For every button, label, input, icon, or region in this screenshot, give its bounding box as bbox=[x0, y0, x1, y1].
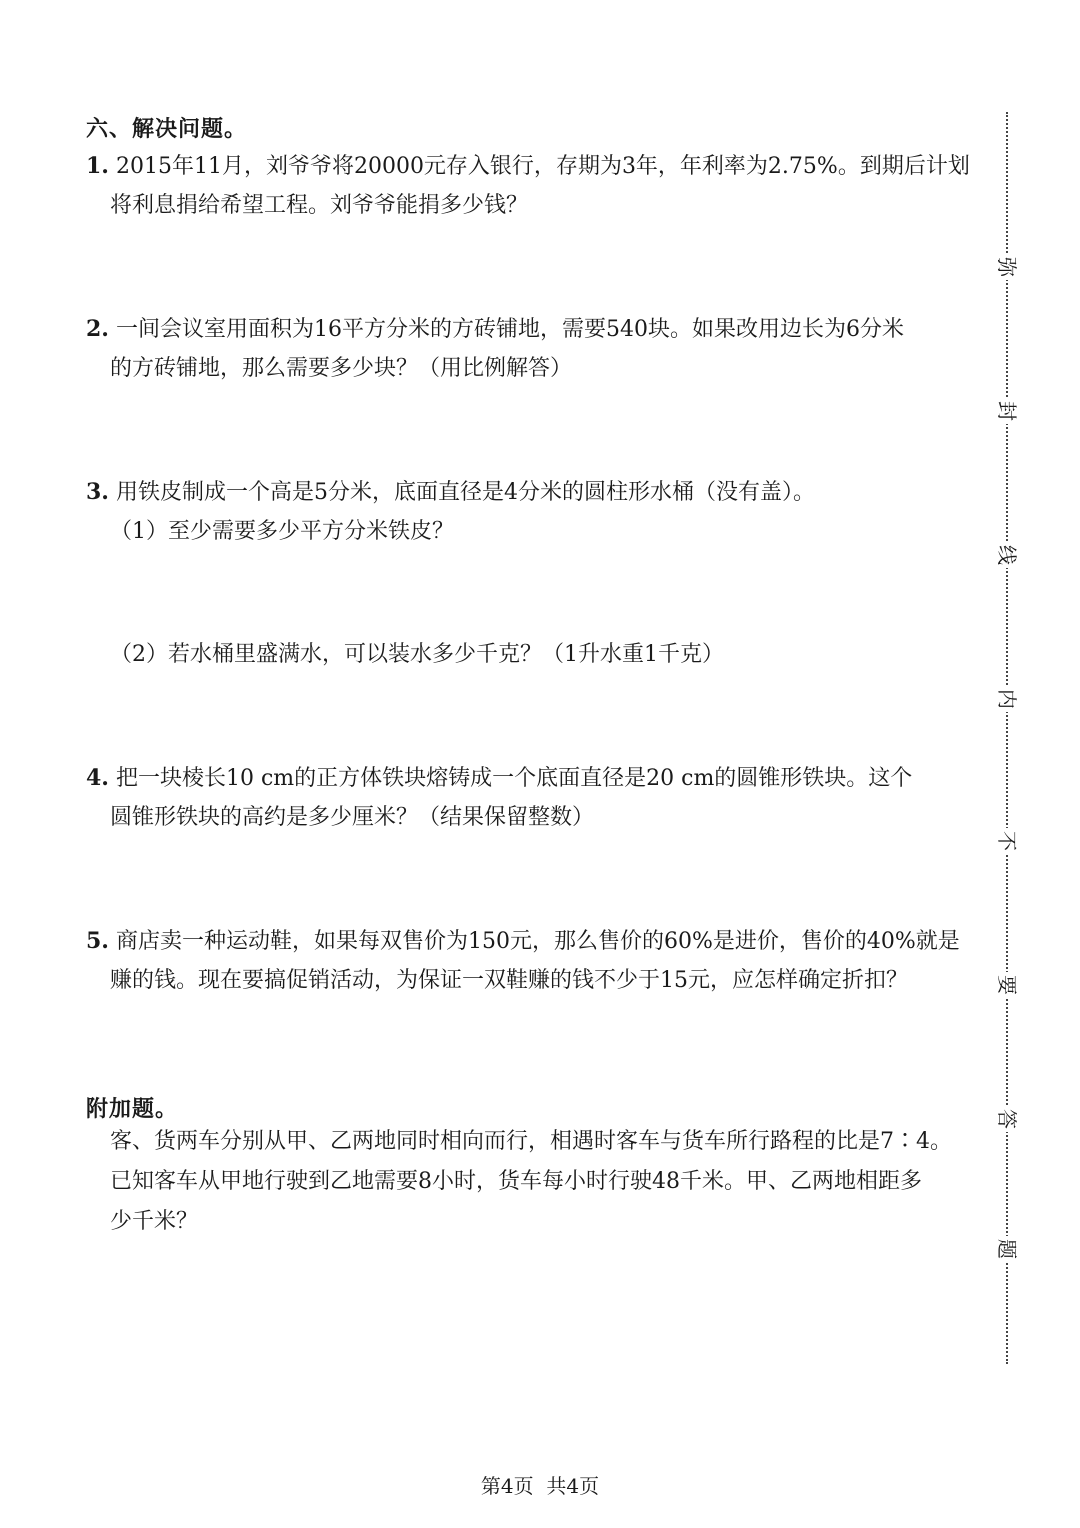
seal-char-6: 要 bbox=[996, 972, 1018, 998]
question-5-line-1 bbox=[86, 929, 960, 954]
seal-char-3: 线 bbox=[996, 542, 1018, 568]
question-3-sub-1: （1）至少需要多少平方分米铁皮？ bbox=[110, 519, 454, 544]
question-3-line-1 bbox=[86, 480, 815, 505]
question-3-number: 3. bbox=[86, 479, 109, 505]
page-footer: 第4页 共4页 bbox=[480, 1474, 600, 1498]
bonus-line-2: 已知客车从甲地行驶到乙地需要8小时，货车每小时行驶48千米。甲、乙两地相距多 bbox=[110, 1169, 922, 1194]
bonus-title: 附加题。 bbox=[86, 1097, 179, 1122]
question-4-line-2: 圆锥形铁块的高约是多少厘米？（结果保留整数） bbox=[110, 805, 595, 830]
question-5-line-2: 赚的钱。现在要搞促销活动，为保证一双鞋赚的钱不少于15元，应怎样确定折扣？ bbox=[110, 968, 908, 993]
question-1-number: 1. bbox=[86, 153, 109, 179]
bonus-line-3: 少千米？ bbox=[110, 1209, 199, 1234]
question-4-number: 4. bbox=[86, 765, 109, 791]
question-3-text-1: 用铁皮制成一个高是5分米，底面直径是4分米的圆柱形水桶（没有盖）。 bbox=[115, 480, 815, 505]
question-4-line-1 bbox=[86, 766, 912, 791]
question-2-number: 2. bbox=[86, 316, 109, 342]
seal-char-5: 不 bbox=[996, 828, 1018, 854]
seal-char-2: 封 bbox=[996, 398, 1018, 424]
seal-char-8: 题 bbox=[996, 1236, 1018, 1262]
section-title: 六、解决问题。 bbox=[86, 117, 248, 142]
seal-line bbox=[1006, 112, 1008, 1364]
question-2-text-1: 一间会议室用面积为16平方分米的方砖铺地，需要540块。如果改用边长为6分米 bbox=[115, 317, 904, 342]
question-1-text-1: 2015年11月，刘爷爷将20000元存入银行，存期为3年，年利率为2.75%。到期后计划 bbox=[115, 154, 970, 179]
question-1-line-1 bbox=[86, 154, 970, 179]
question-4-text-1: 把一块棱长10 cm的正方体铁块熔铸成一个底面直径是20 cm的圆锥形铁块。这个 bbox=[115, 766, 913, 791]
seal-char-1: 弥 bbox=[996, 254, 1018, 280]
bonus-line-1: 客、货两车分别从甲、乙两地同时相向而行，相遇时客车与货车所行路程的比是7∶4。 bbox=[110, 1129, 952, 1154]
question-5-number: 5. bbox=[86, 928, 109, 954]
question-3-sub-2: （2）若水桶里盛满水，可以装水多少千克？（1升水重1千克） bbox=[110, 642, 724, 667]
seal-char-4: 内 bbox=[996, 686, 1018, 712]
seal-char-7: 答 bbox=[996, 1106, 1018, 1132]
question-2-line-1 bbox=[86, 317, 904, 342]
question-5-text-1: 商店卖一种运动鞋，如果每双售价为150元，那么售价的60%是进价，售价的40%就是 bbox=[115, 929, 960, 954]
question-1-line-2: 将利息捐给希望工程。刘爷爷能捐多少钱？ bbox=[110, 193, 529, 218]
question-2-line-2: 的方砖铺地，那么需要多少块？（用比例解答） bbox=[110, 356, 573, 381]
